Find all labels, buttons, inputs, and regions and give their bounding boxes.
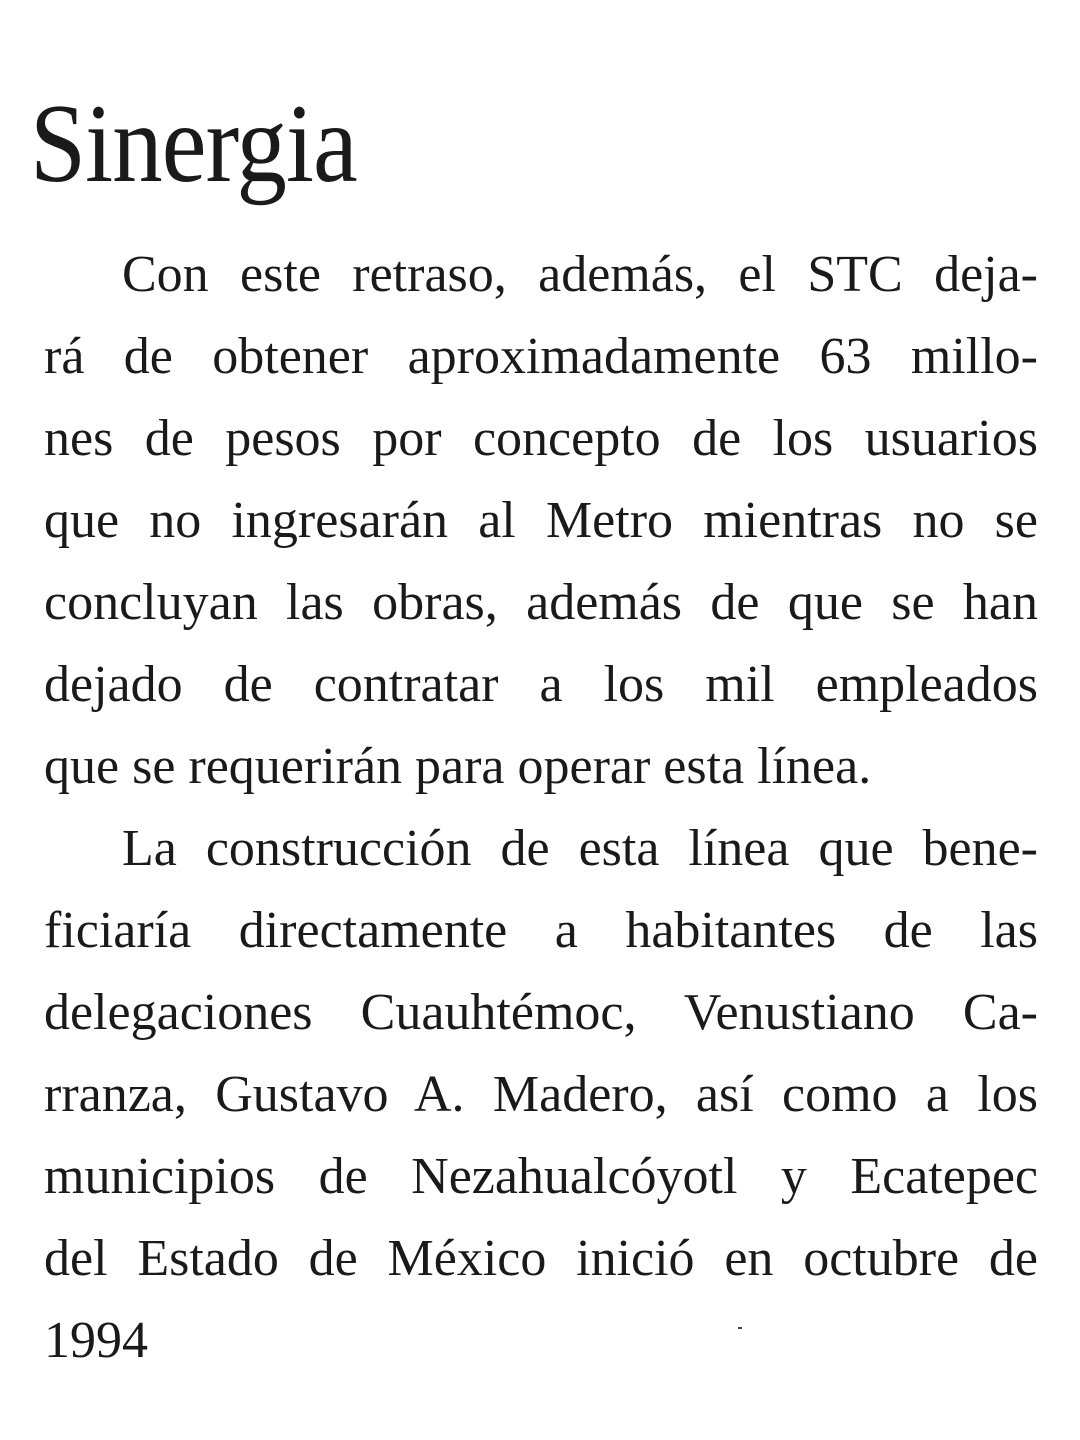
paragraph-1-line-4: que no ingresarán al Metro mientras no se (44, 492, 1038, 549)
paragraph-1-line-7: que se requerirán para operar esta línea. (44, 738, 872, 795)
paragraph-2-line-2: ficiaría directamente a habitantes de las (44, 902, 1038, 959)
paragraph-1-line-6: dejado de contratar a los mil empleados (44, 656, 1038, 713)
paragraph-1-line-3: nes de pesos por concepto de los usuarios (44, 410, 1038, 467)
paragraph-2-line-4: rranza, Gustavo A. Madero, así como a los (44, 1066, 1038, 1123)
paragraph-1-line-5: concluyan las obras, además de que se han (44, 574, 1038, 631)
article-body (44, 234, 1038, 1382)
paragraph-1-line-1: Con este retraso, además, el STC deja- (122, 246, 1038, 303)
paragraph-1-line-2: rá de obtener aproximadamente 63 millo- (44, 328, 1038, 385)
ink-speck (738, 1327, 742, 1329)
paragraph-2-line-6: del Estado de México inició en octubre de (44, 1230, 1038, 1287)
paragraph-2-line-7: 1994 (44, 1312, 148, 1369)
paragraph-2-line-3: delegaciones Cuauhtémoc, Venustiano Ca- (44, 984, 1038, 1041)
paragraph-2-line-5: municipios de Nezahualcóyotl y Ecatepec (44, 1148, 1038, 1205)
article-title: Sinergia (30, 82, 357, 206)
paragraph-2-line-1: La construcción de esta línea que bene- (122, 820, 1038, 877)
